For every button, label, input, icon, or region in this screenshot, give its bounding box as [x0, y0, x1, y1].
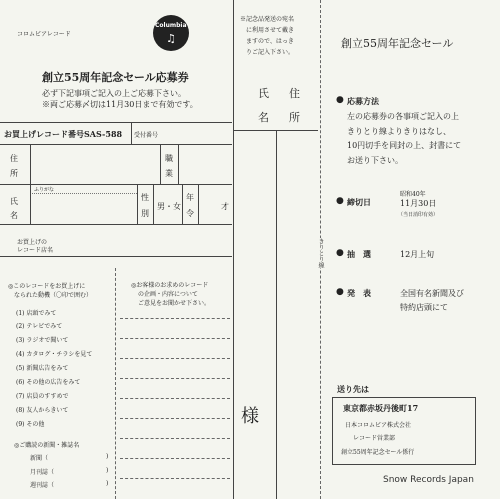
motive-item[interactable]: (7) 店員のすすめで [16, 393, 69, 400]
method-text-2: きりとり線よりきりはなし、 [347, 127, 451, 136]
motive-heading-1: ◎このレコードをお買上げに [8, 283, 86, 290]
age-label-2: 令 [186, 209, 194, 218]
media-monthly[interactable]: 月刊誌（ [30, 469, 55, 476]
media-newspaper[interactable]: 新聞（ [30, 455, 49, 462]
address-label-1: 住 [10, 154, 18, 163]
name-label-2: 名 [10, 211, 18, 220]
deadline-date: 11月30日 [400, 199, 437, 208]
name-input[interactable] [32, 196, 134, 222]
method-heading: 応募方法 [347, 96, 379, 106]
store-label-2: レコード店名 [17, 247, 54, 254]
method-text-1: 左の応募券の各事項ご記入の上 [347, 112, 459, 121]
bullet-icon: ● [336, 248, 344, 258]
send-to-line-2: 日本コロムビア株式会社 [345, 422, 412, 429]
motive-item[interactable]: (2) テレビでみて [16, 323, 63, 330]
columbia-logo [153, 15, 189, 51]
music-note-icon: ♫ [166, 32, 176, 45]
request-heading-1: ◎お客様のお求めのレコード [131, 282, 209, 289]
mid-address-label-1: 住 [289, 87, 300, 100]
send-to-label: 送り先は [337, 384, 369, 394]
recipient-address-input[interactable] [278, 132, 316, 492]
watermark: Snow Records Japan [383, 475, 474, 485]
request-heading-2: の企画・内容について [138, 291, 198, 298]
deadline-note: （当日消印有効） [398, 212, 439, 218]
send-to-line-3: レコード営業部 [353, 435, 396, 442]
mid-address-label-2: 所 [289, 111, 300, 124]
motive-item[interactable]: (8) 友人からきいて [16, 407, 69, 414]
bullet-icon: ● [336, 95, 344, 105]
motive-item[interactable]: (6) その他の広告をみて [16, 379, 81, 386]
record-number-label: お買上げレコード番号SAS-588 [4, 129, 123, 139]
store-label-1: お買上げの [17, 239, 48, 246]
motive-heading-2: なられた動機（〇印で囲む） [14, 292, 93, 299]
name-label-1: 氏 [10, 197, 18, 206]
send-to-line-1: 東京都赤坂丹後町17 [343, 403, 419, 413]
store-name-input[interactable] [70, 234, 230, 252]
instruction-2: ※両ご応募〆切は11月30日まで有効です。 [42, 100, 198, 109]
motive-item[interactable]: (3) ラジオで聞いて [16, 337, 69, 344]
deadline-year: 昭和40年 [400, 191, 426, 198]
company-name: コロムビアレコード [17, 31, 71, 38]
mid-name-label-1: 氏 [258, 87, 269, 100]
coupon-title: 創立55周年記念セール応募券 [42, 71, 189, 84]
deadline-label: 締切日 [347, 197, 371, 207]
middle-note-3: ますので、はっき [246, 38, 294, 45]
recipient-name-input[interactable] [236, 132, 274, 492]
instruction-1: 必ず下記事項ご記入の上ご応募下さい。 [42, 89, 186, 98]
address-label-2: 所 [10, 169, 18, 178]
opinion-textarea[interactable] [120, 312, 230, 492]
motive-item[interactable]: (1) 店頭でみて [16, 310, 57, 317]
motive-item[interactable]: (9) その他 [16, 421, 45, 428]
age-label-1: 年 [186, 193, 194, 202]
announce-text-2: 特約店頭にて [400, 303, 448, 312]
method-text-4: お送り下さい。 [347, 156, 403, 165]
furigana-label: ふりがな [34, 187, 55, 193]
request-heading-3: ご意見をお聞かせ下さい。 [138, 300, 211, 307]
middle-note-4: りご記入下さい。 [246, 49, 295, 56]
age-input[interactable] [200, 187, 218, 221]
media-weekly[interactable]: 週刊誌（ [30, 482, 55, 489]
cut-line-label: きりとり線 [317, 238, 324, 268]
address-input[interactable] [32, 147, 157, 181]
occupation-label-1: 職 [165, 154, 173, 163]
right-title: 創立55周年記念セール [341, 37, 454, 50]
sex-label-1: 性 [141, 193, 149, 202]
lottery-label: 抽 選 [347, 249, 371, 259]
bullet-icon: ● [336, 196, 344, 206]
send-to-line-4: 創立55周年記念セール係行 [341, 449, 415, 456]
logo-text: Columbia [155, 22, 187, 29]
receipt-number-label: 受付番号 [134, 132, 159, 139]
sex-label-2: 別 [141, 209, 149, 218]
lottery-value: 12月上旬 [400, 250, 435, 259]
occupation-input[interactable] [180, 147, 230, 181]
middle-note-1: ※記念品発送の宛名 [240, 16, 295, 23]
motive-item[interactable]: (5) 新聞広告をみて [16, 365, 69, 372]
send-to-box [332, 397, 476, 465]
middle-note-2: に利用させて戴き [246, 27, 295, 34]
mid-name-label-2: 名 [258, 111, 269, 124]
method-text-3: 10円切手を同封の上、封書にて [347, 141, 462, 150]
media-heading: ◎ご購読の新聞・雑誌名 [14, 442, 80, 449]
age-unit: 才 [221, 202, 229, 211]
coupon-page: コロムビアレコード Columbia ♫ 創立55周年記念セール応募券 必ず下記事項ご記入の上ご応募下さい。 ※両ご応募〆切は11月30日まで有効です。 お買上げレコード番号SAS-588 受付番号 住 所 職 業 ふりがな 氏 名 性 別 男・女 年 令 才 お買上げの レコード店名 ◎このレコードをお買上げに なられた動機（〇印で囲む） (1) 店頭でみて (2) テレビでみて (3) ラジオで聞いて (4) カタログ・チラシを見て (5) 新聞広告をみて (6) その他の広告をみて (7) 店員のすすめで (8) 友人からきいて (9) その他 ◎ご購読の新聞・雑誌名 新聞（ ) 月刊誌（ ) 週刊誌（ ) ◎お客様のお求めのレコード の企画・内容について ご意見をお聞かせ下さい。 ※記念品発送の宛名 に利用させて戴き ますので、はっき りご記入下さい。 住 所 氏 名 様 きりとり線 創立55周年記念セール ● 応募方法 左の応募券の各事項ご記入の上 きりとり線よりきりはなし、 10円切手を同封の上、封書にて お送り下さい。 ● 締切日 昭和40年 11月30日 （当日消印有効） ● 抽 選 12月上旬 ● 発 表 全国有名新聞及び 特約店頭にて 送り先は 東京都赤坂丹後町17 日本コロムビア株式会社 レコード営業部 創立55周年記念セール係行 Snow Records Japan [0, 0, 500, 499]
sama-honorific: 様 [241, 406, 259, 427]
sex-options[interactable]: 男・女 [157, 202, 181, 211]
occupation-label-2: 業 [165, 169, 173, 178]
announce-label: 発 表 [347, 288, 371, 298]
motive-item[interactable]: (4) カタログ・チラシを見て [16, 351, 93, 358]
bullet-icon: ● [336, 287, 344, 297]
announce-text-1: 全国有名新聞及び [400, 289, 464, 298]
